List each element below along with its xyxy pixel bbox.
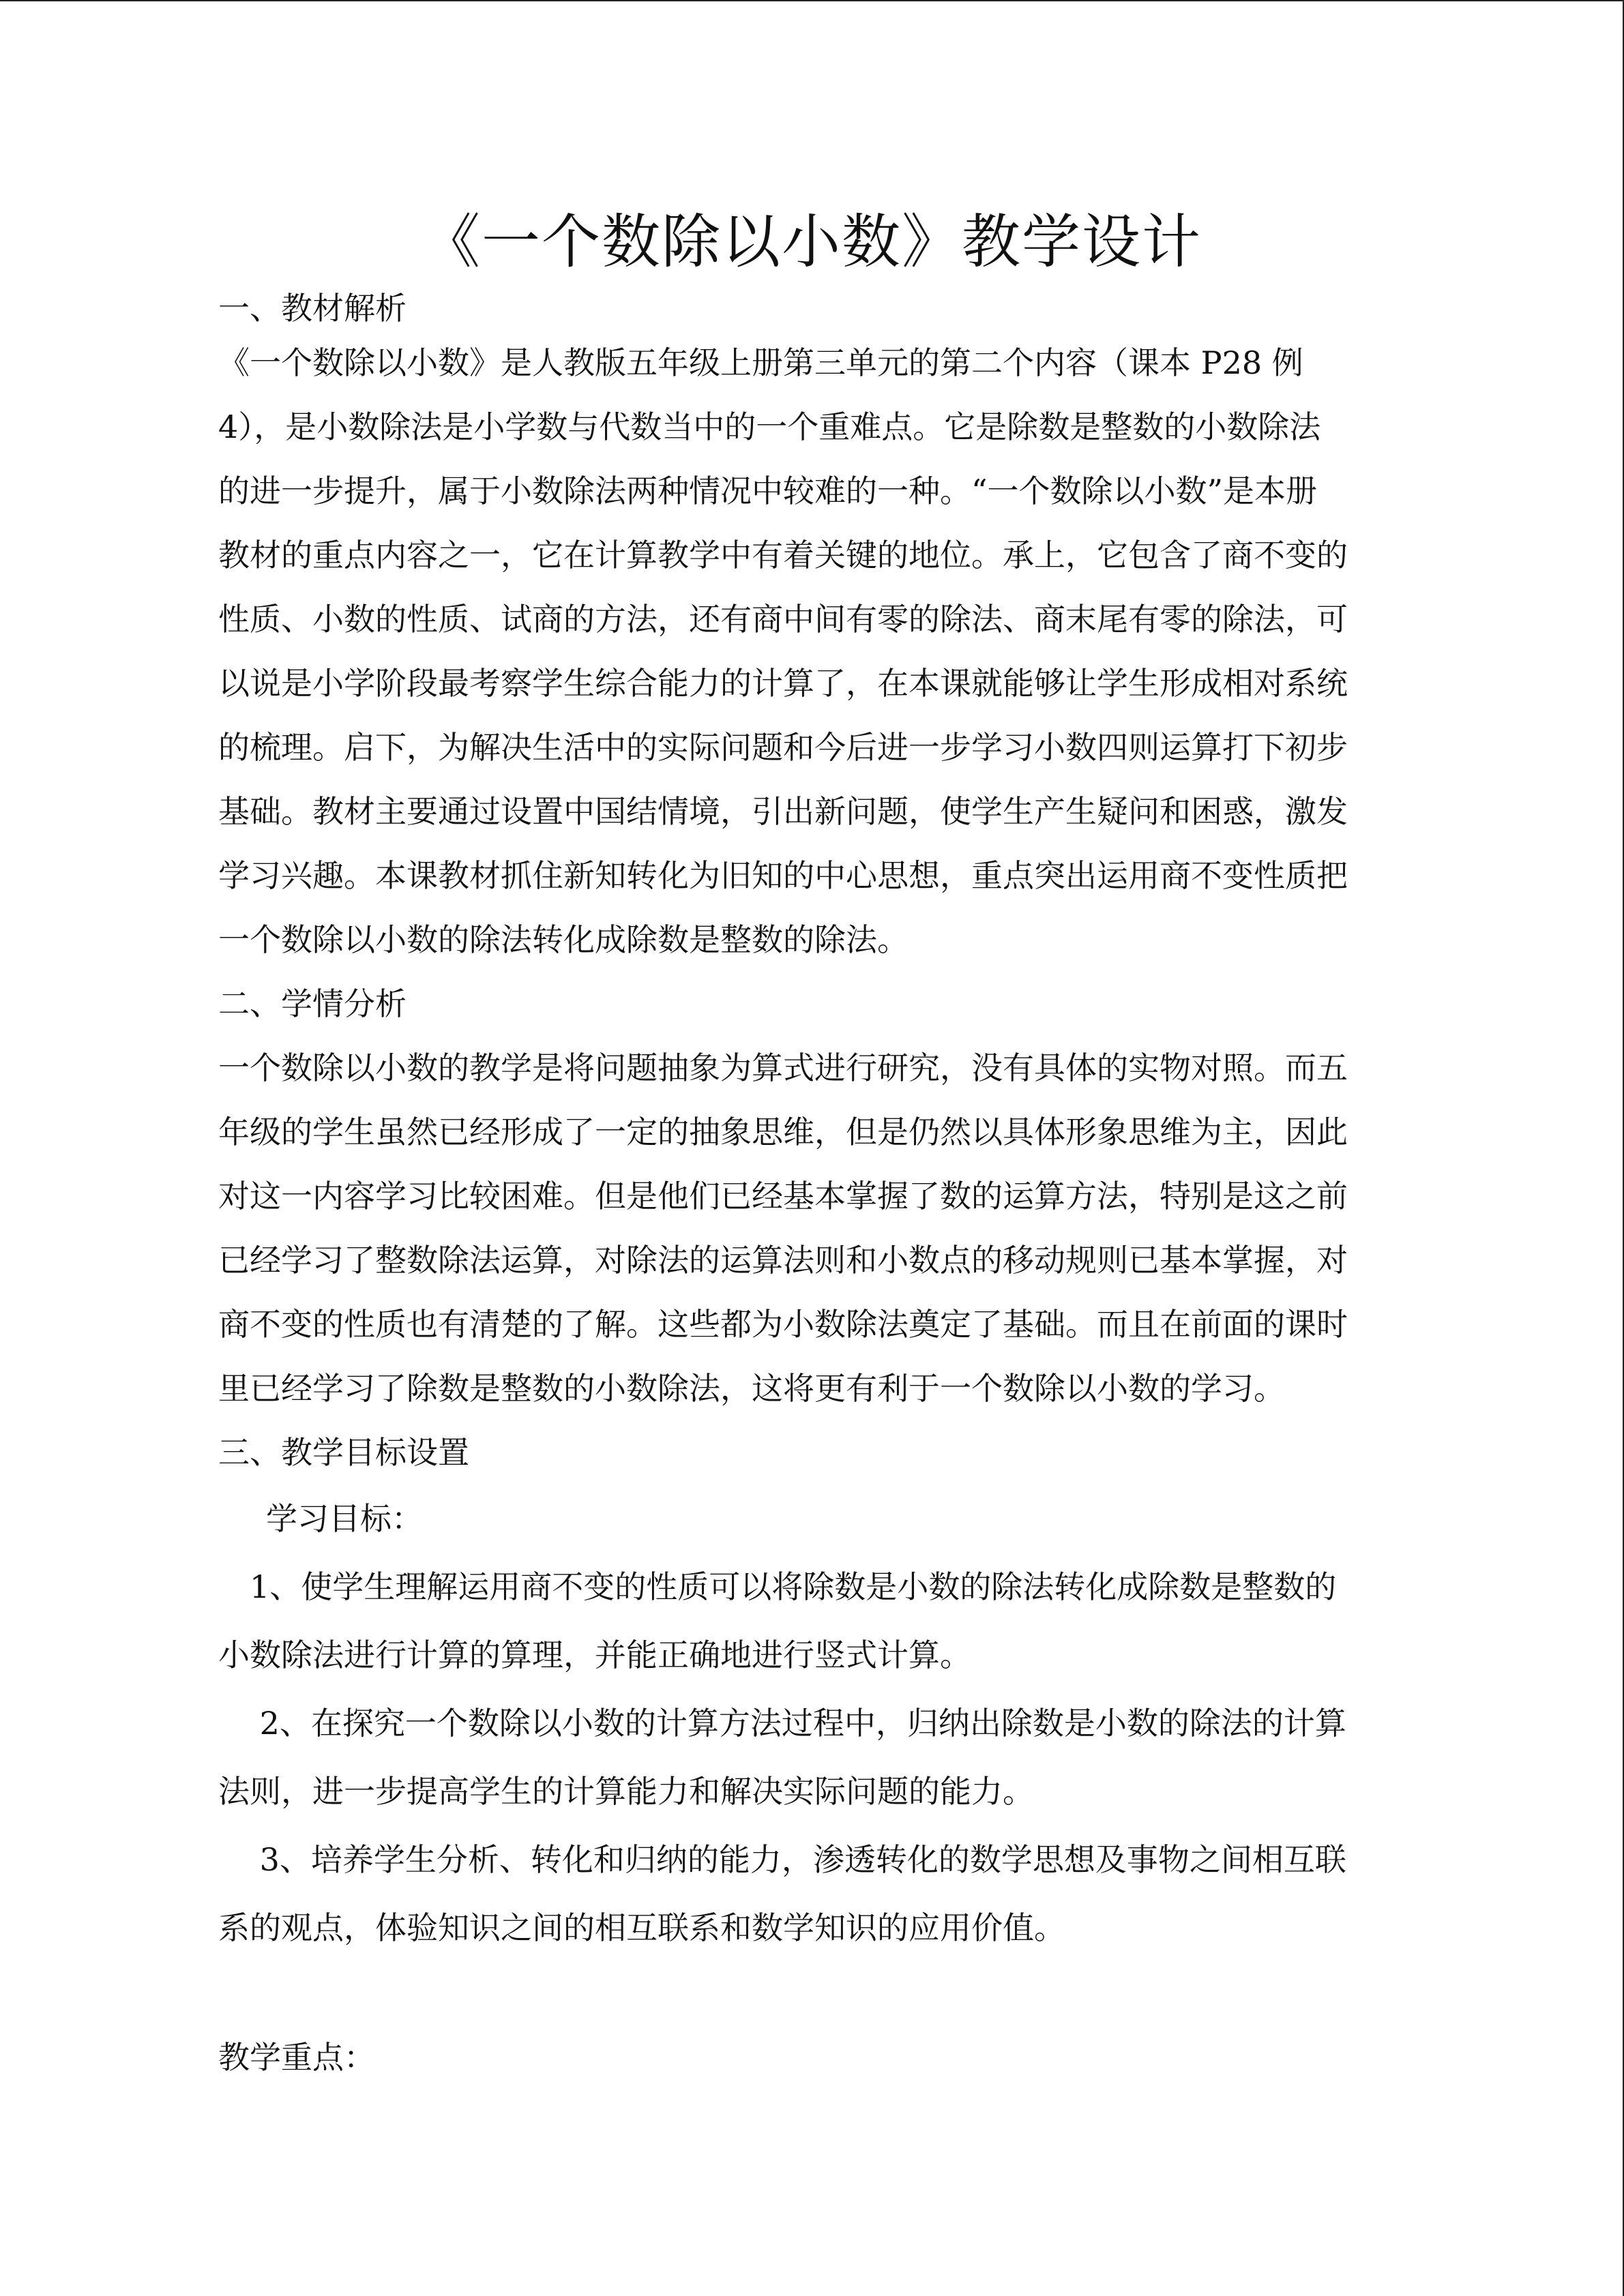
goal-line: 系的观点，体验知识之间的相互联系和数学知识的应用价值。 bbox=[218, 1909, 1065, 1946]
document-body bbox=[218, 198, 1405, 2091]
section-textbook-analysis bbox=[218, 331, 1405, 972]
learning-goal-item bbox=[218, 1553, 1405, 1689]
document-title: 《一个数除以小数》教学设计 bbox=[422, 208, 1202, 276]
text-line: 已经学习了整数除法运算，对除法的运算法则和小数点的移动规则已基本掌握，对 bbox=[218, 1242, 1348, 1279]
text-line: 《一个数除以小数》是人教版五年级上册第三单元的第二个内容（课本 P28 例 bbox=[218, 344, 1303, 381]
text-line: 教材的重点内容之一，它在计算教学中有着关键的地位。承上，它包含了商不变的 bbox=[218, 537, 1348, 573]
section-heading-teaching-focus: 教学重点： bbox=[218, 2039, 375, 2076]
text-line: 以说是小学阶段最考察学生综合能力的计算了，在本课就能够让学生形成相对系统 bbox=[218, 665, 1348, 702]
section-heading-student-analysis: 二、学情分析 bbox=[218, 985, 407, 1022]
learning-goal-item bbox=[218, 1689, 1405, 1825]
text-line: 基础。教材主要通过设置中国结情境，引出新问题，使学生产生疑问和困惑，激发 bbox=[218, 793, 1348, 830]
goal-line: 小数除法进行计算的算理，并能正确地进行竖式计算。 bbox=[218, 1637, 971, 1673]
text-line: 对这一内容学习比较困难。但是他们已经基本掌握了数的运算方法，特别是这之前 bbox=[218, 1178, 1348, 1214]
goal-line: 法则，进一步提高学生的计算能力和解决实际问题的能力。 bbox=[218, 1773, 1034, 1810]
section-heading-teaching-goals: 三、教学目标设置 bbox=[218, 1434, 469, 1471]
section-student-analysis bbox=[218, 1036, 1405, 1420]
goal-line: 1、使学生理解运用商不变的性质可以将除数是小数的除法转化成除数是整数的 bbox=[218, 1568, 1337, 1605]
goal-line: 2、在探究一个数除以小数的计算方法过程中，归纳出除数是小数的除法的计算 bbox=[218, 1705, 1346, 1742]
learning-goals-list bbox=[218, 1553, 1405, 1962]
text-line: 的进一步提升，属于小数除法两种情况中较难的一种。“一个数除以小数”是本册 bbox=[218, 473, 1318, 509]
text-line: 的梳理。启下，为解决生活中的实际问题和今后进一步学习小数四则运算打下初步 bbox=[218, 729, 1348, 766]
text-line: 4），是小数除法是小学数与代数当中的一个重难点。它是除数是整数的小数除法 bbox=[218, 408, 1321, 445]
goal-line: 3、培养学生分析、转化和归纳的能力，渗透转化的数学思想及事物之间相互联 bbox=[218, 1841, 1346, 1878]
text-line: 商不变的性质也有清楚的了解。这些都为小数除法奠定了基础。而且在前面的课时 bbox=[218, 1306, 1348, 1343]
text-line: 里已经学习了除数是整数的小数除法，这将更有利于一个数除以小数的学习。 bbox=[218, 1370, 1285, 1407]
text-line: 年级的学生虽然已经形成了一定的抽象思维，但是仍然以具体形象思维为主，因此 bbox=[218, 1114, 1348, 1150]
section-heading-textbook-analysis: 一、教材解析 bbox=[218, 290, 407, 327]
blank-space bbox=[218, 1962, 1405, 2023]
text-line: 学习兴趣。本课教材抓住新知转化为旧知的中心思想，重点突出运用商不变性质把 bbox=[218, 857, 1348, 894]
text-line: 一个数除以小数的教学是将问题抽象为算式进行研究，没有具体的实物对照。而五 bbox=[218, 1049, 1348, 1086]
learning-goal-item bbox=[218, 1825, 1405, 1962]
text-line: 一个数除以小数的除法转化成除数是整数的除法。 bbox=[218, 921, 909, 958]
text-line: 性质、小数的性质、试商的方法，还有商中间有零的除法、商末尾有零的除法，可 bbox=[218, 601, 1348, 638]
subheading-learning-goals: 学习目标： bbox=[266, 1500, 423, 1537]
